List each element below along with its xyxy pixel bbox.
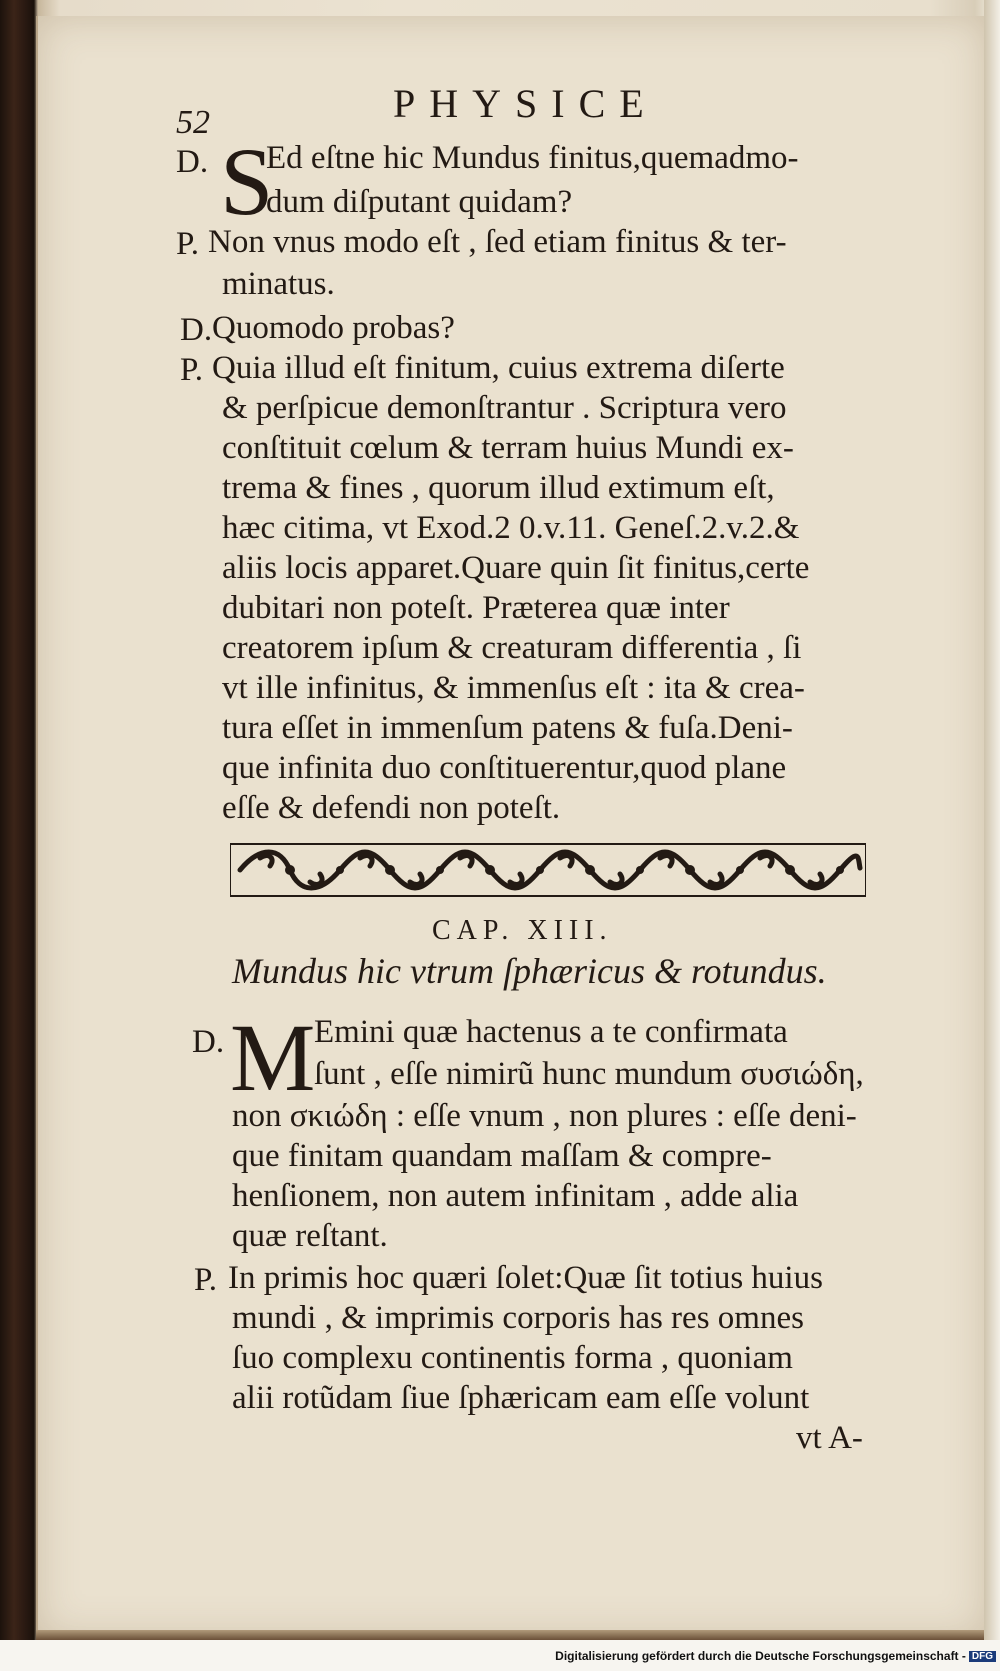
chapter-heading: CAP. XIII. [432,915,613,946]
text-line: Emini quæ hactenus a te confirmata [314,1014,788,1050]
text-line: non σκιώδη : eſſe vnum , non plures : eſſe deni- [232,1098,857,1134]
text-line: minatus. [222,266,335,302]
speaker-label: P. [194,1262,217,1298]
text-line: que finitam quandam maſſam & compre- [232,1138,772,1174]
text-line: ſunt , eſſe nimirũ hunc mundum συσιώδη, [314,1056,864,1092]
text-line: mundi , & imprimis corporis has res omnes [232,1300,804,1336]
text-line: Ed eſtne hic Mundus finitus,quemadmo- [266,140,799,176]
text-line: aliis locis apparet.Quare quin ſit finitus,certe [222,550,810,586]
text-line: & perſpicue demonſtrantur . Scriptura vero [222,390,787,426]
text-line: In primis hoc quæri ſolet:Quæ ſit totius huius [228,1260,823,1296]
ornamental-band [230,838,866,902]
chapter-title: Mundus hic vtrum ſphæricus & rotundus. [232,951,827,991]
text-line: conſtituit cœlum & terram huius Mundi ex- [222,430,794,466]
drop-cap: S [220,128,274,235]
text-line: vt ille infinitus, & immenſus eſt : ita & crea- [222,670,805,706]
text-line: trema & fines , quorum illud extimum eſt, [222,470,775,506]
speaker-label: P. [180,352,203,388]
dfg-logo: DFG [969,1651,996,1662]
speaker-label: D. [180,312,213,348]
text-line: Quomodo probas? [212,310,455,346]
text-line: ſuo complexu continentis forma , quoniam [232,1340,793,1376]
page-number: 52 [176,104,210,141]
text-line: tura eſſet in immenſum patens & fuſa.Deni- [222,710,793,746]
running-head: PHYSICE [393,81,658,126]
text-line: Quia illud eſt finitum, cuius extrema diſerte [212,350,785,386]
speaker-label: D. [192,1024,225,1060]
text-line: que infinita duo conſtituerentur,quod plane [222,750,787,786]
text-line: dum diſputant quidam? [266,184,573,220]
text-line: dubitari non poteſt. Præterea quæ inter [222,590,730,626]
catchword: vt A- [796,1420,863,1456]
text-line: eſſe & defendi non poteſt. [222,790,561,826]
text-line: hæc citima, vt Exod.2 0.v.11. Geneſ.2.v.2.& [222,510,800,546]
page-bottom-edge [36,1630,984,1640]
drop-cap: M [230,1004,316,1111]
speaker-label: D. [176,144,209,180]
text-line: alii rotũdam ſiue ſphæricam eam eſſe volunt [232,1380,810,1416]
text-line: Non vnus modo eſt , ſed etiam finitus & ter- [208,224,787,260]
credit-text: Digitalisierung gefördert durch die Deutsche Forschungsgemeinschaft - [555,1649,966,1663]
digitization-credit [555,1649,996,1663]
text-line: creatorem ipſum & creaturam differentia , ſi [222,630,802,666]
text-line: henſionem, non autem infinitam , adde alia [232,1178,799,1214]
page-edge [984,0,1000,1640]
speaker-label: P. [176,226,199,262]
text-line: quæ reſtant. [232,1218,388,1254]
